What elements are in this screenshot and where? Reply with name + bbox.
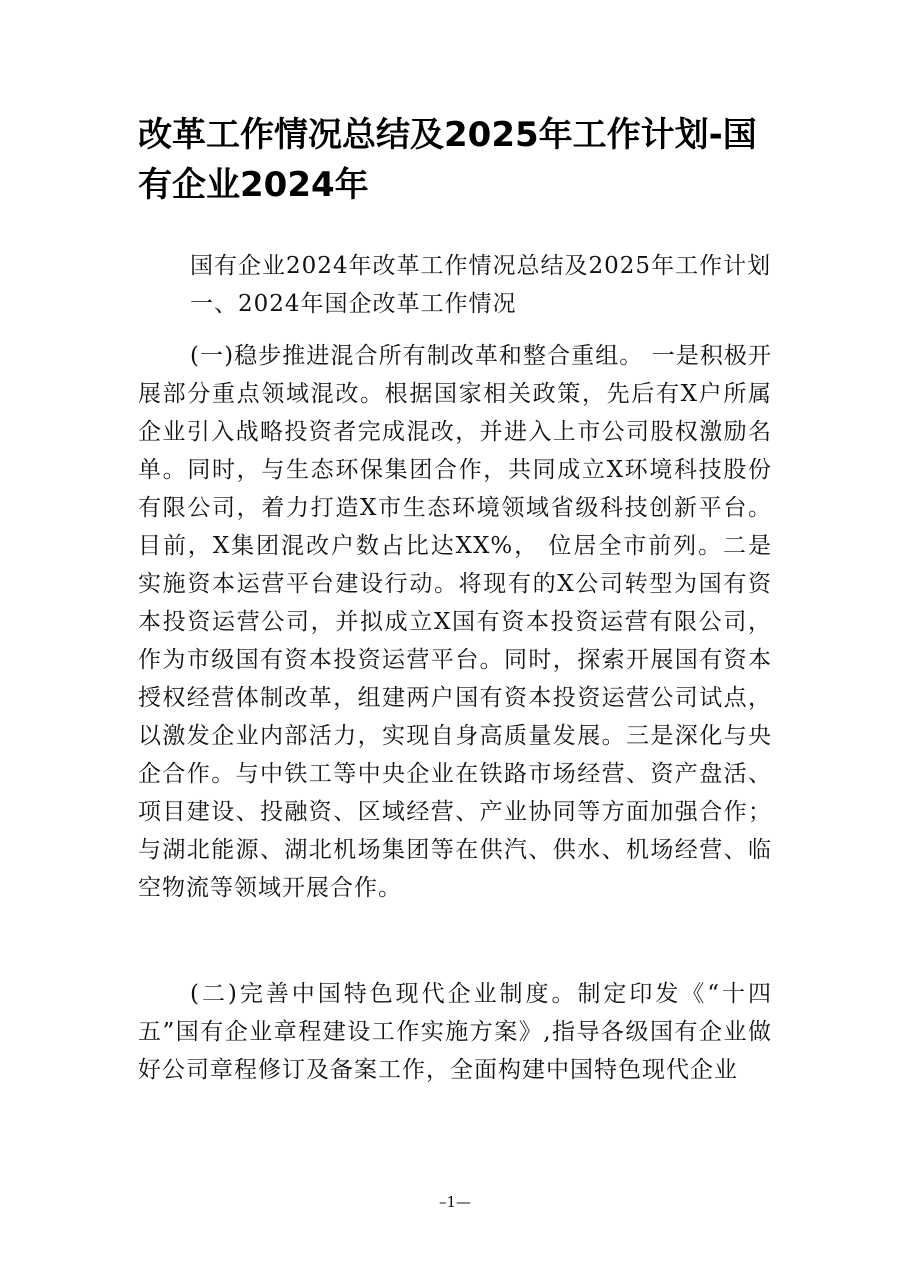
page-number: –1— [438, 1193, 472, 1211]
paragraph-mixed-ownership-reform: (一)稳步推进混合所有制改革和整合重组。 一是积极开展部分重点领域混改。根据国家相关政策，先后有X户所属企业引入战略投资者完成混改，并进入上市公司股权激励名单。同时，与生态环保集团合作，共同成立X环境科技股份有限公司，着力打造X市生态环境领域省级科技创新平台。目前，X集团混改户数占比达XX%， 位居全市前列。二是实施资本运营平台建设行动。将现有的X公司转型为国有资本投资运营公司，并拟成立X国有资本投资运营有限公司，作为市级国有资本投资运营平台。同时，探索开展国有资本授权经营体制改革，组建两户国有资本投资运营公司试点，以激发企业内部活力，实现自身高质量发展。三是深化与央企合作。与中铁工等中央企业在铁路市场经营、资产盘活、项目建设、投融资、区域经营、产业协同等方面加强合作；与湖北能源、湖北机场集团等在供汽、供水、机场经营、临空物流等领域开展合作。 [138, 343, 772, 901]
document-title: 改革工作情况总结及2025年工作计划-国有企业2024年 [138, 115, 757, 205]
section-heading: 一、2024年国企改革工作情况 [190, 291, 517, 317]
paragraph-modern-enterprise-system: (二)完善中国特色现代企业制度。制定印发《“十四五”国有企业章程建设工作实施方案》,指导各级国有企业做好公司章程修订及备案工作，全面构建中国特色现代企业 [138, 981, 772, 1083]
document-subtitle: 国有企业2024年改革工作情况总结及2025年工作计划 [190, 253, 772, 279]
